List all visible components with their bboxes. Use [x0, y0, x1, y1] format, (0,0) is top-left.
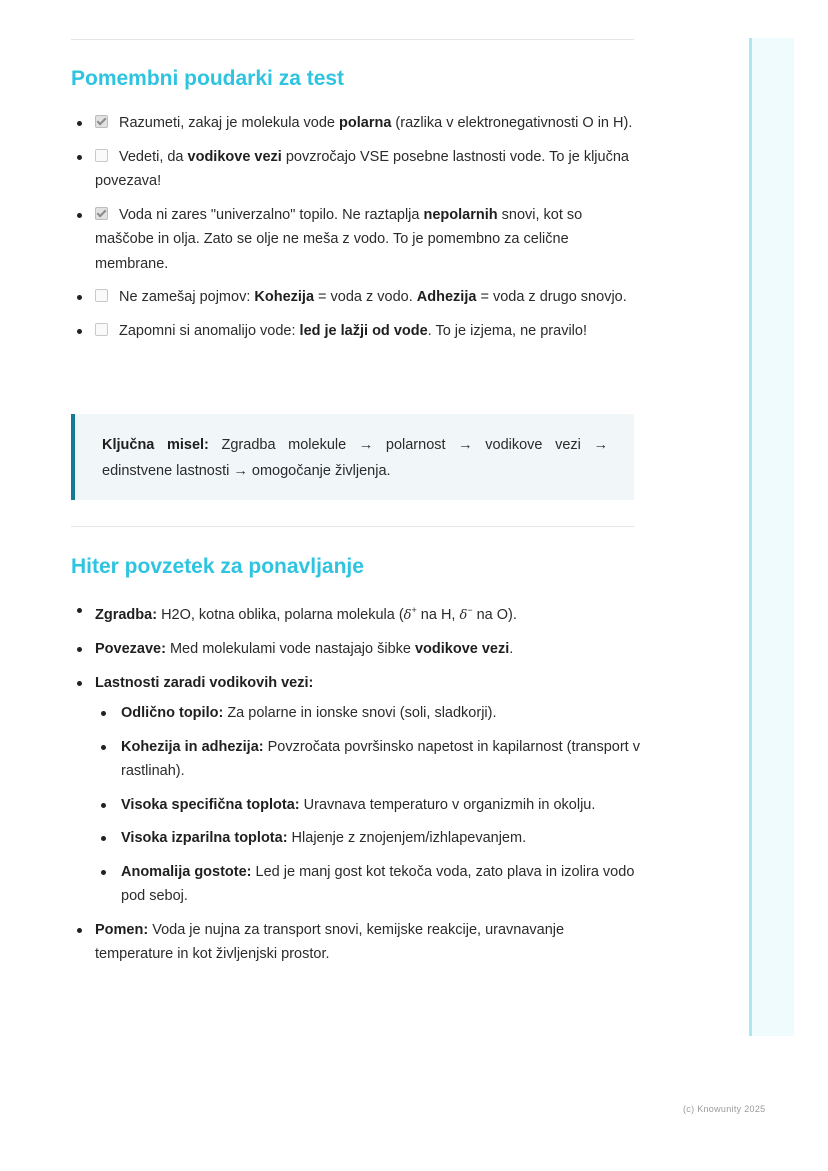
summary-item-povezave: Povezave: Med molekulami vode nastajajo šibke vodikove vezi. — [71, 637, 641, 662]
top-divider — [71, 39, 634, 40]
property-item: Visoka izparilna toplota: Hlajenje z znojenjem/izhlapevanjem. — [95, 826, 641, 851]
checkbox-icon[interactable] — [95, 323, 108, 336]
checkbox-icon[interactable] — [95, 149, 108, 162]
checkbox-checked-icon[interactable] — [95, 115, 108, 128]
section-divider — [71, 526, 634, 527]
task-item: Vedeti, da vodikove vezi povzročajo VSE posebne lastnosti vode. To je ključna povezava! — [71, 145, 641, 194]
section-title-test-highlights: Pomembni poudarki za test — [71, 67, 345, 90]
copyright-footer: (c) Knowunity 2025 — [683, 1104, 766, 1114]
task-item: Zapomni si anomalijo vode: led je lažji od vode. To je izjema, ne pravilo! — [71, 319, 641, 344]
key-idea-callout — [71, 414, 634, 500]
task-item: Voda ni zares "univerzalno" topilo. Ne raztaplja nepolarnih snovi, kot so maščobe in olja. Zato se olje ne meša z vodo. To je pomembno za celične membrane. — [71, 203, 641, 277]
callout-line-1: Ključna misel: Zgradba molekule → polarnost → vodikove vezi → — [102, 437, 608, 453]
properties-sublist — [95, 701, 641, 909]
checkbox-icon[interactable] — [95, 289, 108, 302]
callout-line-2: edinstvene lastnosti → omogočanje življenja. — [102, 463, 391, 479]
section-title-summary: Hiter povzetek za ponavljanje — [71, 555, 364, 578]
sidebar-strip — [749, 38, 794, 1036]
property-item: Visoka specifična toplota: Uravnava temperaturo v organizmih in okolju. — [95, 793, 641, 818]
summary-item-lastnosti: Lastnosti zaradi vodikovih vezi: Odlično topilo: Za polarne in ionske snovi (soli, sladkorji). Kohezija in adhezija: Povzročata površinsko napetost in kapilarnost (transport v rastlinah). Visoka specifična toplota: Uravnava temperaturo v organizmih in okolju. Visoka izparilna toplota: Hlajenje z znojenjem/izhlapevanjem. Anomalija gostote: Led je manj gost kot tekoča voda, zato plava in izolira vodo pod seboj. — [71, 671, 641, 909]
summary-item-pomen: Pomen: Voda je nujna za transport snovi, kemijske reakcije, uravnavanje temperature in kot življenjski prostor. — [71, 918, 641, 967]
task-item: Razumeti, zakaj je molekula vode polarna (razlika v elektronegativnosti O in H). — [71, 111, 641, 136]
summary-item-zgradba: Zgradba: H2O, kotna oblika, polarna molekula (δ+ na H, δ− na O). — [71, 598, 641, 628]
task-item: Ne zamešaj pojmov: Kohezija = voda z vodo. Adhezija = voda z drugo snovjo. — [71, 285, 641, 310]
property-item: Kohezija in adhezija: Povzročata površinsko napetost in kapilarnost (transport v rastlinah). — [95, 735, 641, 784]
summary-list — [71, 598, 641, 976]
checkbox-checked-icon[interactable] — [95, 207, 108, 220]
task-list — [71, 111, 641, 352]
property-item: Odlično topilo: Za polarne in ionske snovi (soli, sladkorji). — [95, 701, 641, 726]
property-item: Anomalija gostote: Led je manj gost kot tekoča voda, zato plava in izolira vodo pod seboj. — [95, 860, 641, 909]
